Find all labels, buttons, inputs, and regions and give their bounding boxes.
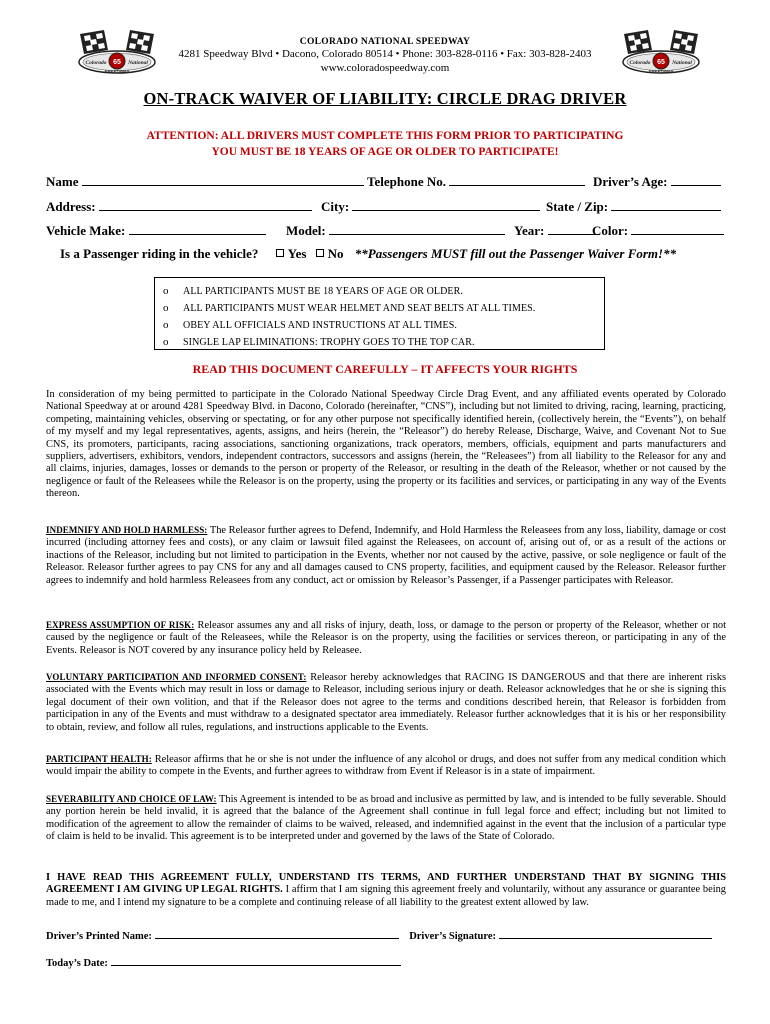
signature-row: [46, 928, 712, 942]
website: www.coloradospeedway.com: [320, 62, 450, 74]
telephone-label: Telephone No.: [367, 174, 446, 189]
express-heading: EXPRESS ASSUMPTION OF RISK:: [46, 620, 195, 630]
passenger-question: Is a Passenger riding in the vehicle?: [60, 246, 259, 261]
address-field[interactable]: [99, 198, 312, 211]
acknowledgement-caps: I HAVE READ THIS AGREEMENT FULLY, UNDERSTAND ITS TERMS, AND FURTHER UNDERSTAND THAT BY SIGNING THIS AGREEMENT I AM GIVING UP LEGAL RIGHTS.: [46, 872, 726, 896]
svg-text:Colorado: Colorado: [85, 60, 107, 66]
passenger-waiver-note: **Passengers MUST fill out the Passenger Waiver Form!**: [354, 246, 677, 261]
svg-text:Colorado: Colorado: [629, 60, 651, 66]
severability-text: This Agreement is intended to be as broad and inclusive as permitted by law, and is intended to be fully severable. Should any portion herein be held invalid, it is agreed that the balance of the Agreement shall continue in full legal force and effect; including but not limited to modification of the agreement to allow the remainder of claims to be waived, released, and indemnified against in the event that the inclusion of a particular type of claim is held to be invalid. This agreement is to be interpreted under and governed by the laws of the State of Colorado.: [46, 794, 727, 843]
indemnify-text: The Releasor further agrees to Defend, Indemnify, and Hold Harmless the Releasees from any loss, liability, damage or cost incurred (including attorney fees and costs), or any claim or lawsuit filed against the Releasees, on account of, arising out of, or as a result of the actions or inactions of the Releasor, including but not limited to participation in the Events, whether nor not caused by the active, passive, or sole negligence or fault of the Releasor. Releasor further agrees to pay CNS for any and all damages caused to CNS property, facilities, and equipment caused by the Releasor. Releasor further agrees to indemnify and hold harmless Releasees from any conduct, act or omission by Releasor’s Passenger, if a Passenger participates with Releasor.: [46, 525, 727, 586]
date-field[interactable]: [111, 955, 401, 966]
signature-field[interactable]: [499, 928, 712, 939]
year-label: Year:: [514, 223, 545, 238]
signature-label: Driver’s Signature:: [409, 931, 496, 942]
address-line: 4281 Speedway Blvd • Dacono, Colorado 80514 • Phone: 303-828-0116 • Fax: 303-828-2403: [178, 48, 592, 60]
city-label: City:: [321, 199, 350, 214]
date-row: [46, 955, 401, 969]
severability-heading: SEVERABILITY AND CHOICE OF LAW:: [46, 794, 217, 804]
checkered-flag-right: [670, 30, 698, 54]
model-label: Model:: [286, 223, 326, 238]
svg-text:National: National: [672, 60, 692, 66]
rule-bullet: o: [163, 336, 169, 348]
indemnify-paragraph: [46, 524, 726, 587]
color-field[interactable]: [631, 222, 724, 235]
indemnify-heading: INDEMNIFY AND HOLD HARMLESS:: [46, 525, 208, 535]
rule-bullet: o: [163, 319, 169, 331]
vehicle-make-field[interactable]: [129, 222, 266, 235]
rules-box: [154, 277, 605, 350]
passenger-no-option[interactable]: [316, 246, 344, 261]
city-field[interactable]: [352, 198, 540, 211]
printed-name-label: Driver’s Printed Name:: [46, 931, 152, 942]
svg-text:National: National: [128, 60, 148, 66]
yes-label: Yes: [287, 246, 307, 261]
rule-item: o SINGLE LAP ELIMINATIONS: TROPHY GOES TO THE TOP CAR.: [163, 336, 475, 348]
express-assumption-paragraph: [46, 619, 726, 657]
age-label: Driver’s Age:: [593, 174, 668, 189]
acknowledgement-paragraph: [46, 872, 726, 909]
name-label: Name: [46, 174, 79, 189]
no-checkbox[interactable]: [316, 249, 324, 257]
checkered-flag-left: [80, 30, 108, 54]
org-name: COLORADO NATIONAL SPEEDWAY: [299, 37, 471, 47]
vehicle-make-label: Vehicle Make:: [46, 223, 126, 238]
participant-health-paragraph: [46, 753, 726, 779]
age-field[interactable]: [671, 173, 721, 186]
svg-text:65: 65: [657, 59, 665, 66]
rule-bullet: o: [163, 302, 169, 314]
address-label: Address:: [46, 199, 96, 214]
voluntary-heading: VOLUNTARY PARTICIPATION AND INFORMED CONSENT:: [46, 672, 307, 682]
telephone-field[interactable]: [449, 173, 585, 186]
attention-line-2: YOU MUST BE 18 YEARS OF AGE OR OLDER TO PARTICIPATE!: [211, 146, 559, 158]
state-zip-label: State / Zip:: [546, 199, 609, 214]
color-label: Color:: [592, 223, 629, 238]
health-text: Releasor affirms that he or she is not under the influence of any alcohol or drugs, and does not suffer from any medical condition which would impair the ability to compete in the Events, and further agrees to withdraw from Event if Releasor is in a state of impairment.: [46, 754, 726, 778]
form-title: ON-TRACK WAIVER OF LIABILITY: CIRCLE DRAG DRIVER: [143, 89, 627, 108]
passenger-question-row: [60, 246, 676, 262]
state-zip-field[interactable]: [611, 198, 721, 211]
rule-item: o OBEY ALL OFFICIALS AND INSTRUCTIONS AT ALL TIMES.: [163, 319, 457, 331]
svg-text:65: 65: [113, 59, 121, 66]
name-field[interactable]: [82, 173, 364, 186]
yes-checkbox[interactable]: [276, 249, 284, 257]
severability-paragraph: [46, 793, 726, 844]
model-field[interactable]: [329, 222, 505, 235]
health-heading: PARTICIPANT HEALTH:: [46, 754, 152, 764]
intro-paragraph: In consideration of my being permitted to participate in the Colorado National Speedway Circle Drag Event, and any affiliated events operated by Colorado National Speedway at or around 4281 Speedway Blvd. in Dacono, Colorado (hereinafter, “CNS”), including but not limited to driving, racing, learning, practicing, competing, maintaining vehicles, observing or spectating, or for any other purpose not specifically identified herein, (collectively herein, the “Events”), on behalf of my myself and my legal representatives, agents, assigns, and heirs (herein, the “Releasor”) do hereby Release, Discharge, Waive, and Covenant Not to Sue CNS, its promoters, participants, racing associations, sanctioning organizations, track operators, members, officials, equipment and parts manufacturers and suppliers, advertisers, exhibitors, vendors, independent contractors, successors and assigns (herein, the “Releasees”) from all liability to the Releasor for any and all claims, injuries, damages, losses or demands to the person or property of the Releasor, or resulting in the death of the Releasor, whether or not caused by the negligence or fault of the Releasees while the Releasor is on the property, using the property or its facilities and services, or participating in any way of the Events thereon.: [46, 389, 726, 500]
voluntary-participation-paragraph: [46, 671, 726, 734]
voluntary-text: Releasor hereby acknowledges that RACING IS DANGEROUS and that there are inherent risks associated with the Events which may result in loss or damage to Releasor, including serious injury or death. Releasor acknowledges that he or she is signing this legal document of their own volition, and that if the Releasor does not agree to the terms and conditions described herein, that Releasor is forbidden from participation in any of the Events and must withdraw to a designated spectator area immediately. Releasor further acknowledges that it is his or her responsibility to obtain, review, and follow all rules, regulations, and instructions applicable to the Events.: [46, 672, 727, 733]
no-label: No: [327, 246, 344, 261]
letterhead: [130, 37, 640, 75]
svg-text:SPEEDWAY: SPEEDWAY: [104, 69, 130, 74]
rule-bullet: o: [163, 285, 169, 297]
svg-text:SPEEDWAY: SPEEDWAY: [648, 69, 674, 74]
attention-notice: [0, 128, 770, 160]
read-carefully-notice: READ THIS DOCUMENT CAREFULLY – IT AFFECTS YOUR RIGHTS: [192, 362, 578, 376]
rule-item: o ALL PARTICIPANTS MUST WEAR HELMET AND SEAT BELTS AT ALL TIMES.: [163, 302, 536, 314]
passenger-yes-option[interactable]: [276, 246, 307, 261]
date-label: Today’s Date:: [46, 958, 108, 969]
acknowledgement-text: I affirm that I am signing this agreement freely and voluntarily, without any assurance or guarantee being made to me, and I intend my signature to be a complete and continuing release of all liability to the greatest extent allowed by law.: [46, 884, 726, 908]
printed-name-field[interactable]: [155, 928, 399, 939]
attention-line-1: ATTENTION: ALL DRIVERS MUST COMPLETE THIS FORM PRIOR TO PARTICIPATING: [146, 130, 624, 142]
rule-item: o ALL PARTICIPANTS MUST BE 18 YEARS OF AGE OR OLDER.: [163, 285, 463, 297]
express-text: Releasor assumes any and all risks of injury, death, loss, or damage to the person or property of the Releasor, whether or not caused by the negligence or fault of the Releasees, while the Releasor is on the property, using the facilities or services thereon, or participating in any of the Events. Releasor is NOT covered by any insurance policy held by Releasee.: [46, 620, 726, 656]
